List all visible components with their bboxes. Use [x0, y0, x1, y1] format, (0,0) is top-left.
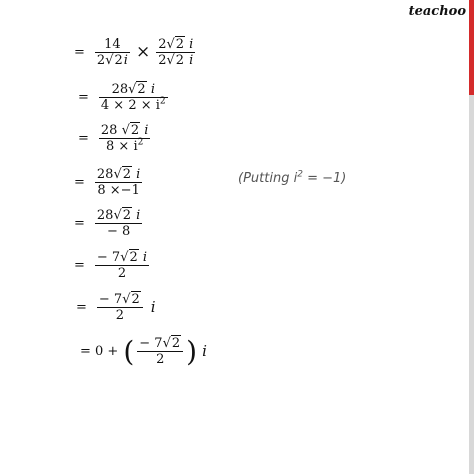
multiply-sign: ×	[135, 42, 151, 62]
fraction	[156, 37, 195, 68]
fraction	[95, 167, 142, 198]
equation-step-8	[80, 336, 207, 367]
denominator: 2√2 i	[158, 53, 194, 68]
equation-step-2	[78, 82, 170, 113]
denominator: $8 \times i^2$	[106, 137, 144, 154]
side-scroll-track	[469, 95, 474, 474]
denominator: $4 \times 2 \times i^2$	[100, 96, 166, 113]
side-accent-bar	[469, 0, 474, 95]
equation-step-4	[74, 167, 144, 198]
numerator: 28 √2 i	[100, 123, 149, 138]
imaginary-unit: i	[150, 298, 156, 316]
numerator: − 7√2 i	[96, 250, 148, 265]
numerator: 2√2 i	[158, 37, 194, 52]
numerator: 28√2 i	[96, 167, 141, 182]
numerator: 28√2 i	[96, 208, 141, 223]
fraction	[137, 336, 183, 367]
denominator: − 8	[106, 224, 131, 239]
equation-step-1	[74, 37, 197, 68]
fraction	[95, 37, 130, 68]
imaginary-unit: i	[202, 342, 207, 360]
denominator: 8 ×−1	[97, 183, 140, 198]
equals-sign: =	[78, 90, 89, 105]
numerator: − 7√2	[139, 336, 181, 351]
equals-sign: =	[78, 131, 89, 146]
denominator: 2√2i	[96, 53, 128, 68]
right-paren: )	[186, 334, 198, 368]
fraction	[95, 250, 149, 281]
fraction	[95, 208, 142, 239]
equals-sign: =	[74, 258, 85, 273]
teachoo-logo: teachoo	[408, 4, 466, 19]
equation-step-7	[76, 292, 156, 323]
equation-step-6	[74, 250, 151, 281]
equals-sign: =	[74, 45, 85, 60]
numerator: 14	[104, 37, 121, 52]
equals-sign: =	[74, 216, 85, 231]
equation-step-5	[74, 208, 144, 239]
substitution-note: (Putting $i^2 = -1$)	[238, 169, 347, 186]
equals-sign: =	[74, 175, 85, 190]
denominator: 2	[115, 308, 124, 323]
equation-step-3	[78, 123, 152, 154]
fraction	[97, 292, 143, 323]
equals-sign: =	[76, 300, 87, 315]
equals-zero-plus: = 0 +	[80, 344, 119, 359]
fraction	[99, 82, 168, 113]
numerator: 28√2 i	[111, 82, 155, 97]
denominator: 2	[156, 352, 165, 367]
fraction	[99, 123, 151, 154]
denominator: 2	[117, 266, 127, 281]
left-paren: (	[123, 334, 135, 368]
numerator: − 7√2	[98, 292, 140, 307]
